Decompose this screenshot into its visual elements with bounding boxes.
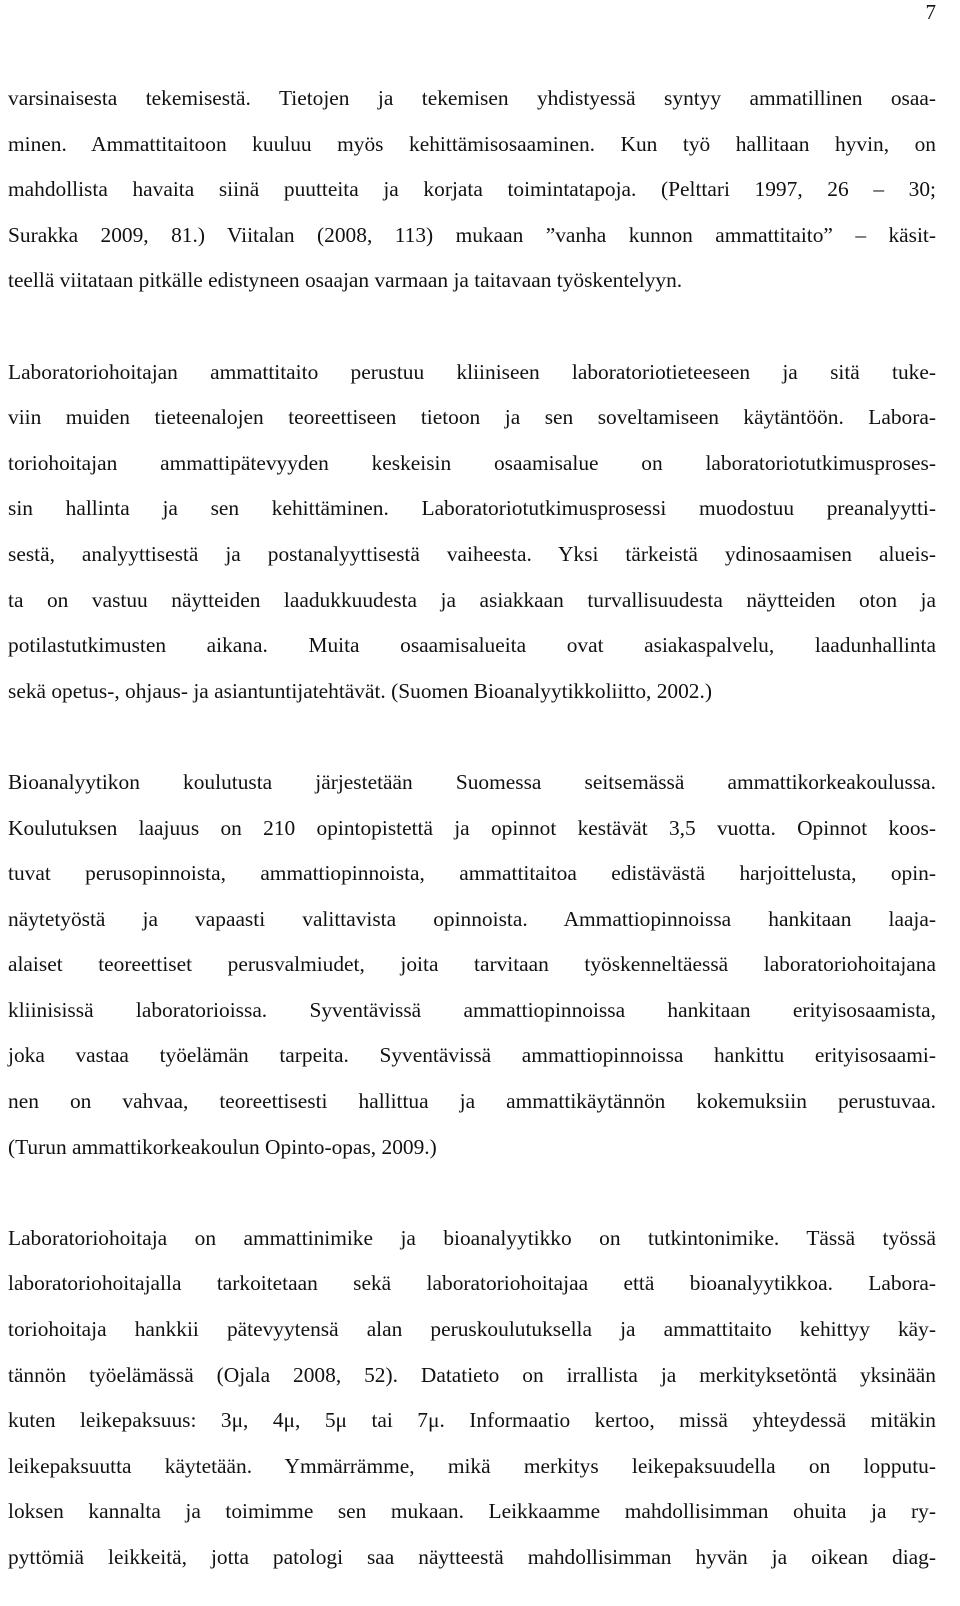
text-line: laboratoriohoitajalla tarkoitetaan sekä laboratoriohoitajaa että bioanalyytikkoa. Labora-: [8, 1271, 936, 1296]
text-line: teellä viitataan pitkälle edistyneen osaajan varmaan ja taitavaan työskentelyyn.: [8, 268, 683, 293]
paragraph-spacer: [8, 714, 936, 760]
text-line: varsinaisesta tekemisestä. Tietojen ja tekemisen yhdistyessä syntyy ammatillinen osaa-: [8, 86, 936, 110]
text-line: Koulutuksen laajuus on 210 opintopistettä ja opinnot kestävät 3,5 vuotta. Opinnot koos-: [8, 815, 936, 840]
text-line: nen on vahvaa, teoreettisesti hallittua ja ammattikäytännön kokemuksiin perustuvaa.: [8, 1089, 936, 1114]
text-line: mahdollista havaita siinä puutteita ja korjata toimintatapoja. (Pelttari 1997, 26 – 30;: [8, 177, 936, 202]
paragraph-spacer: [8, 1170, 936, 1216]
text-line: Laboratoriohoitaja on ammattinimike ja bioanalyytikko on tutkintonimike. Tässä työssä: [8, 1225, 936, 1250]
paragraph: [8, 1216, 936, 1581]
text-line: viin muiden tieteenalojen teoreettiseen tietoon ja sen soveltamiseen käytäntöön. Labora-: [8, 405, 936, 430]
text-line: minen. Ammattitaitoon kuuluu myös kehittämisosaaminen. Kun työ hallitaan hyvin, on: [8, 131, 936, 156]
text-line: näytetyöstä ja vapaasti valittavista opinnoista. Ammattiopinnoissa hankitaan laaja-: [8, 906, 936, 931]
text-line: sekä opetus-, ohjaus- ja asiantuntijatehtävät. (Suomen Bioanalyytikkoliitto, 2002.): [8, 678, 712, 703]
text-line: ta on vastuu näytteiden laadukkuudesta ja asiakkaan turvallisuudesta näytteiden oton ja: [8, 587, 936, 612]
text-line: tännön työelämässä (Ojala 2008, 52). Datatieto on irrallista ja merkityksetöntä yksinään: [8, 1362, 936, 1387]
paragraph: [8, 350, 936, 715]
text-line: tuvat perusopinnoista, ammattiopinnoista, ammattitaitoa edistävästä harjoittelusta, opin-: [8, 861, 936, 886]
text-line: sestä, analyyttisestä ja postanalyyttisestä vaiheesta. Yksi tärkeistä ydinosaamisen alueis-: [8, 541, 936, 566]
text-line: kliinisissä laboratorioissa. Syventävissä ammattiopinnoissa hankitaan erityisosaamista,: [8, 997, 936, 1022]
text-line: leikepaksuutta käytetään. Ymmärrämme, mikä merkitys leikepaksuudella on lopputu-: [8, 1453, 936, 1478]
text-line: potilastutkimusten aikana. Muita osaamisalueita ovat asiakaspalvelu, laadunhallinta: [8, 633, 936, 658]
text-line: joka vastaa työelämän tarpeita. Syventävissä ammattiopinnoissa hankittu erityisosaami-: [8, 1043, 936, 1068]
text-line: toriohoitaja hankkii pätevyytensä alan peruskoulutuksella ja ammattitaito kehittyy käy-: [8, 1317, 936, 1342]
text-line: (Turun ammattikorkeakoulun Opinto-opas, 2009.): [8, 1134, 437, 1159]
text-line: alaiset teoreettiset perusvalmiudet, joita tarvitaan työskenneltäessä laboratoriohoitajana: [8, 952, 936, 977]
text-line: sin hallinta ja sen kehittäminen. Laboratoriotutkimusprosessi muodostuu preanalyytti-: [8, 496, 936, 521]
paragraph: [8, 76, 936, 304]
document-body: [8, 76, 936, 1581]
text-line: toriohoitajan ammattipätevyyden keskeisin osaamisalue on laboratoriotutkimusproses-: [8, 450, 936, 475]
text-line: loksen kannalta ja toimimme sen mukaan. Leikkaamme mahdollisimman ohuita ja ry-: [8, 1499, 936, 1524]
text-line: Surakka 2009, 81.) Viitalan (2008, 113) mukaan ”vanha kunnon ammattitaito” – käsit-: [8, 222, 936, 247]
page-number: 7: [925, 0, 936, 24]
text-line: pyttömiä leikkeitä, jotta patologi saa näytteestä mahdollisimman hyvän ja oikean diag-: [8, 1545, 936, 1569]
text-line: kuten leikepaksuus: 3μ, 4μ, 5μ tai 7μ. Informaatio kertoo, missä yhteydessä mitäkin: [8, 1408, 936, 1433]
text-line: Bioanalyytikon koulutusta järjestetään Suomessa seitsemässä ammattikorkeakoulussa.: [8, 769, 936, 794]
paragraph-spacer: [8, 304, 936, 350]
text-line: Laboratoriohoitajan ammattitaito perustuu kliiniseen laboratoriotieteeseen ja sitä tuke-: [8, 359, 936, 384]
paragraph: [8, 760, 936, 1170]
